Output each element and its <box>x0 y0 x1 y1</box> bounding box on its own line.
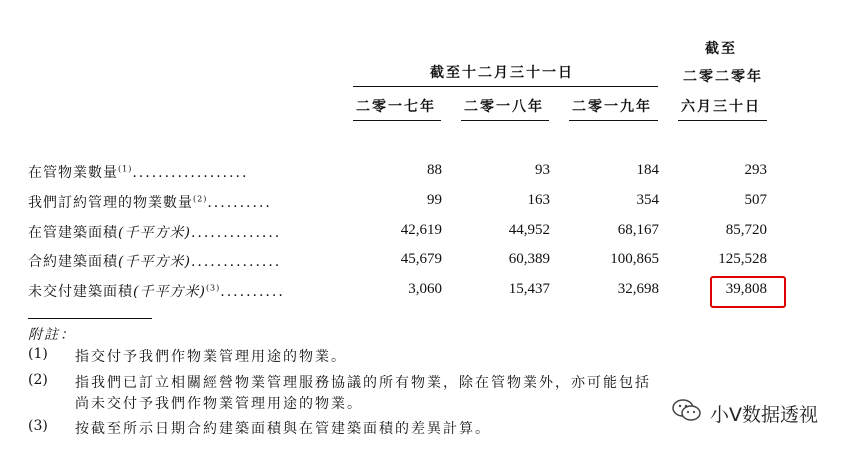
cell-gfa-undelivered-2017: 3,060 <box>408 281 442 297</box>
note-2-text-line2: 尚未交付予我們作物業管理用途的物業。 <box>75 396 363 412</box>
column-rule-2017 <box>353 120 441 121</box>
cell-gfa-managed-2017: 42,619 <box>400 222 442 238</box>
period-header-rule <box>353 86 658 87</box>
as-of-header: 截至 <box>705 41 737 57</box>
note-1-number: (1) <box>28 346 48 362</box>
watermark <box>672 398 818 428</box>
notes-heading: 附註： <box>28 327 76 343</box>
note-3-number: (3) <box>28 418 48 434</box>
cell-gfa-managed-2019: 68,167 <box>617 222 659 238</box>
cell-gfa-undelivered-2018: 15,437 <box>508 281 550 297</box>
cell-contracted-2019: 354 <box>636 192 659 208</box>
column-rule-jun30 <box>678 120 767 121</box>
cell-gfa-contracted-jun30: 125,528 <box>718 251 767 267</box>
row-label-managed-count: 在管物業數量$^{(1)}$.................. <box>28 164 249 181</box>
cell-gfa-contracted-2019: 100,865 <box>610 251 659 267</box>
row-label-gfa-managed: 在管建築面積(千平方米).............. <box>28 225 282 241</box>
cell-contracted-jun30: 507 <box>744 192 767 208</box>
highlight-box <box>710 276 786 308</box>
cell-managed-jun30: 293 <box>744 162 767 178</box>
cell-gfa-managed-2018: 44,952 <box>508 222 550 238</box>
column-header-2018: 二零一八年 <box>464 99 544 115</box>
cell-gfa-undelivered-2019: 32,698 <box>617 281 659 297</box>
cell-contracted-2017: 99 <box>427 192 442 208</box>
wechat-icon <box>672 398 702 428</box>
column-rule-2019 <box>569 120 658 121</box>
column-header-2019: 二零一九年 <box>572 99 652 115</box>
row-label-contracted-count: 我們訂約管理的物業數量$^{(2)}$.......... <box>28 194 272 211</box>
cell-managed-2019: 184 <box>636 162 659 178</box>
as-of-year-header: 二零二零年 <box>683 69 763 85</box>
cell-gfa-contracted-2018: 60,389 <box>508 251 550 267</box>
column-rule-2018 <box>461 120 549 121</box>
column-header-2017: 二零一七年 <box>356 99 436 115</box>
period-header: 截至十二月三十一日 <box>430 65 574 81</box>
note-1-text: 指交付予我們作物業管理用途的物業。 <box>75 349 347 365</box>
cell-managed-2017: 88 <box>427 162 442 178</box>
notes-rule <box>28 318 152 319</box>
cell-gfa-managed-jun30: 85,720 <box>725 222 767 238</box>
column-header-jun30: 六月三十日 <box>681 99 761 115</box>
watermark-text: 小V数据透视 <box>710 403 818 426</box>
cell-gfa-contracted-2017: 45,679 <box>400 251 442 267</box>
row-label-gfa-undelivered: 未交付建築面積(千平方米)$^{(3)}$.......... <box>28 283 285 300</box>
note-2-number: (2) <box>28 372 48 388</box>
cell-managed-2018: 93 <box>535 162 550 178</box>
note-3-text: 按截至所示日期合約建築面積與在管建築面積的差異計算。 <box>75 421 491 437</box>
cell-gfa-undelivered-jun30: 39,808 <box>725 281 767 297</box>
row-label-gfa-contracted: 合約建築面積(千平方米).............. <box>28 254 282 270</box>
note-2-text-line1: 指我們已訂立相關經營物業管理服務協議的所有物業，除在管物業外，亦可能包括 <box>75 375 651 391</box>
cell-contracted-2018: 163 <box>527 192 550 208</box>
